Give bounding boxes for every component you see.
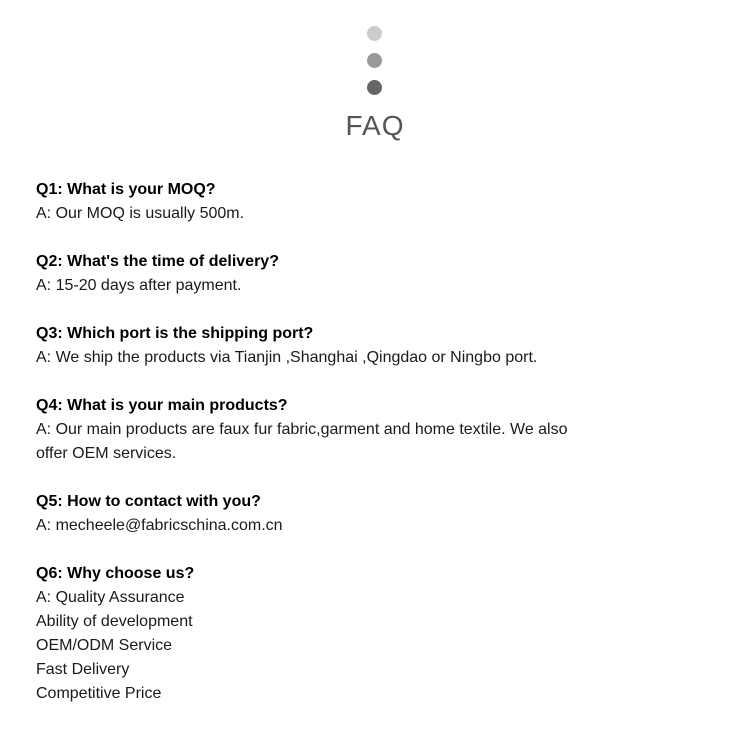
- faq-answer-5-line-1: A: mecheele@fabricschina.com.cn: [36, 517, 283, 534]
- faq-answer-6-line-4: Fast Delivery: [36, 661, 130, 678]
- faq-answer-6-line-5: Competitive Price: [36, 685, 162, 702]
- faq-item-5: [36, 490, 596, 538]
- dot-light-icon: [367, 26, 382, 41]
- faq-item-2: [36, 250, 596, 298]
- dot-medium-icon: [367, 53, 382, 68]
- faq-answer-6-line-2: Ability of development: [36, 613, 193, 630]
- faq-item-3: [36, 322, 596, 370]
- faq-question-2: Q2: What's the time of delivery?: [36, 253, 279, 270]
- faq-answer-6-line-1: A: Quality Assurance: [36, 589, 185, 606]
- dot-dark-icon: [367, 80, 382, 95]
- faq-item-6: [36, 562, 596, 706]
- faq-answer-6-line-3: OEM/ODM Service: [36, 637, 173, 654]
- faq-answer-3-line-1: A: We ship the products via Tianjin ,Shanghai ,Qingdao or Ningbo port.: [36, 349, 538, 366]
- faq-answer-2-line-1: A: 15-20 days after payment.: [36, 277, 242, 294]
- faq-question-4: Q4: What is your main products?: [36, 397, 288, 414]
- faq-answer-4-line-2: offer OEM services.: [36, 445, 177, 462]
- faq-question-5: Q5: How to contact with you?: [36, 493, 261, 510]
- faq-item-4: [36, 394, 596, 466]
- faq-question-1: Q1: What is your MOQ?: [36, 181, 216, 198]
- faq-answer-1-line-1: A: Our MOQ is usually 500m.: [36, 205, 245, 222]
- faq-header: [0, 0, 750, 150]
- faq-question-6: Q6: Why choose us?: [36, 565, 195, 582]
- faq-item-1: [36, 178, 596, 226]
- page-title: FAQ: [345, 110, 405, 141]
- faq-answer-4-line-1: A: Our main products are faux fur fabric,garment and home textile. We also: [36, 421, 568, 438]
- faq-list: [36, 178, 596, 730]
- faq-question-3: Q3: Which port is the shipping port?: [36, 325, 314, 342]
